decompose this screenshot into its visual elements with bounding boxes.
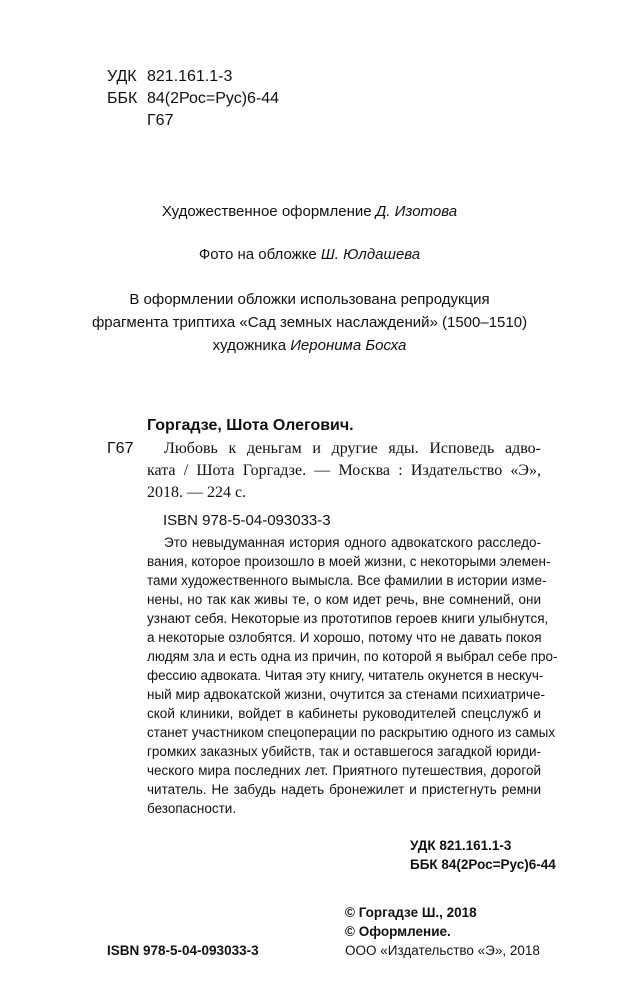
cover-repro-line-2: фрагмента триптиха «Сад земных наслаждений» (1500–1510) <box>91 314 528 331</box>
annotation-line: тами художественного вымысла. Все фамилии в истории изме- <box>147 573 547 588</box>
photo-credit <box>0 246 619 263</box>
catalog-isbn: ISBN 978-5-04-093033-3 <box>163 512 331 529</box>
udk-value: 821.161.1-3 <box>147 68 233 85</box>
art-credit-label: Художественное оформление <box>161 203 376 220</box>
catalog-author-heading: Горгадзе, Шота Олегович. <box>147 417 354 434</box>
annotation-line: станет участником спецоперации по раскрытию одного из самых <box>147 725 556 740</box>
bbk-label: ББК <box>107 90 138 107</box>
photo-credit-label: Фото на обложке <box>198 246 321 263</box>
footer-udk: УДК 821.161.1-3 <box>410 838 512 853</box>
annotation-line: ческого мира последних лет. Приятного путешествия, дорогой <box>147 763 541 778</box>
catalog-desc-line-1: Любовь к деньгам и другие яды. Исповедь адво- <box>164 440 541 457</box>
photo-credit-name: Ш. Юлдашева <box>320 246 421 263</box>
annotation-line: безопасности. <box>147 801 237 816</box>
cover-repro-label: художника <box>212 337 291 354</box>
annotation-line: людям зла и есть одна из причин, по которой я выбрал себе про- <box>147 649 558 664</box>
annotation-line: нены, но так как живы те, о ком идет речь, вне сомнений, они <box>147 592 541 607</box>
art-credit-name: Д. Изотова <box>375 203 458 220</box>
annotation-line: ской клиники, войдет в кабинеты руководителей спецслужб и <box>147 706 541 721</box>
catalog-desc-line-3: 2018. — 224 с. <box>147 484 247 501</box>
catalog-desc-line-2: ката / Шота Горгадзе. — Москва : Издательство «Э», <box>147 462 541 479</box>
annotation-line: а некоторые озлобятся. И хорошо, потому что не давать покоя <box>147 630 542 645</box>
copyright-design: © Оформление. <box>345 924 451 939</box>
annotation-line: фессию адвоката. Читая эту книгу, читатель окунется в нескуч- <box>147 668 544 683</box>
copyright-author: © Горгадзе Ш., 2018 <box>345 905 477 920</box>
footer-isbn: ISBN 978-5-04-093033-3 <box>107 943 259 958</box>
annotation-line: громких заказных убийств, так и оставшегося загадкой юриди- <box>147 744 541 759</box>
cover-repro-line-3 <box>0 337 619 354</box>
annotation-line: Это невыдуманная история одного адвокатского расследо- <box>164 535 541 550</box>
author-mark: Г67 <box>147 112 174 129</box>
annotation-line: ный мир адвокатской жизни, очутится за стенами психиатриче- <box>147 687 545 702</box>
bbk-value: 84(2Рос=Рус)6-44 <box>147 90 280 107</box>
cover-repro-line-1: В оформлении обложки использована репродукция <box>129 291 490 308</box>
art-credit <box>0 203 619 220</box>
annotation-line: читатель. Не забудь надеть бронежилет и пристегнуть ремни <box>147 782 541 797</box>
annotation-line: вания, которое произошло в моей жизни, с некоторыми элемен- <box>147 554 551 569</box>
cover-repro-artist: Иеронима Босха <box>290 337 407 354</box>
annotation-line: узнают себя. Некоторые из прототипов героев книги улыбнутся, <box>147 611 549 626</box>
copyright-publisher: ООО «Издательство «Э», 2018 <box>345 943 540 958</box>
udk-label: УДК <box>107 68 137 85</box>
footer-bbk: ББК 84(2Рос=Рус)6-44 <box>410 857 556 872</box>
catalog-mark: Г67 <box>107 440 134 457</box>
